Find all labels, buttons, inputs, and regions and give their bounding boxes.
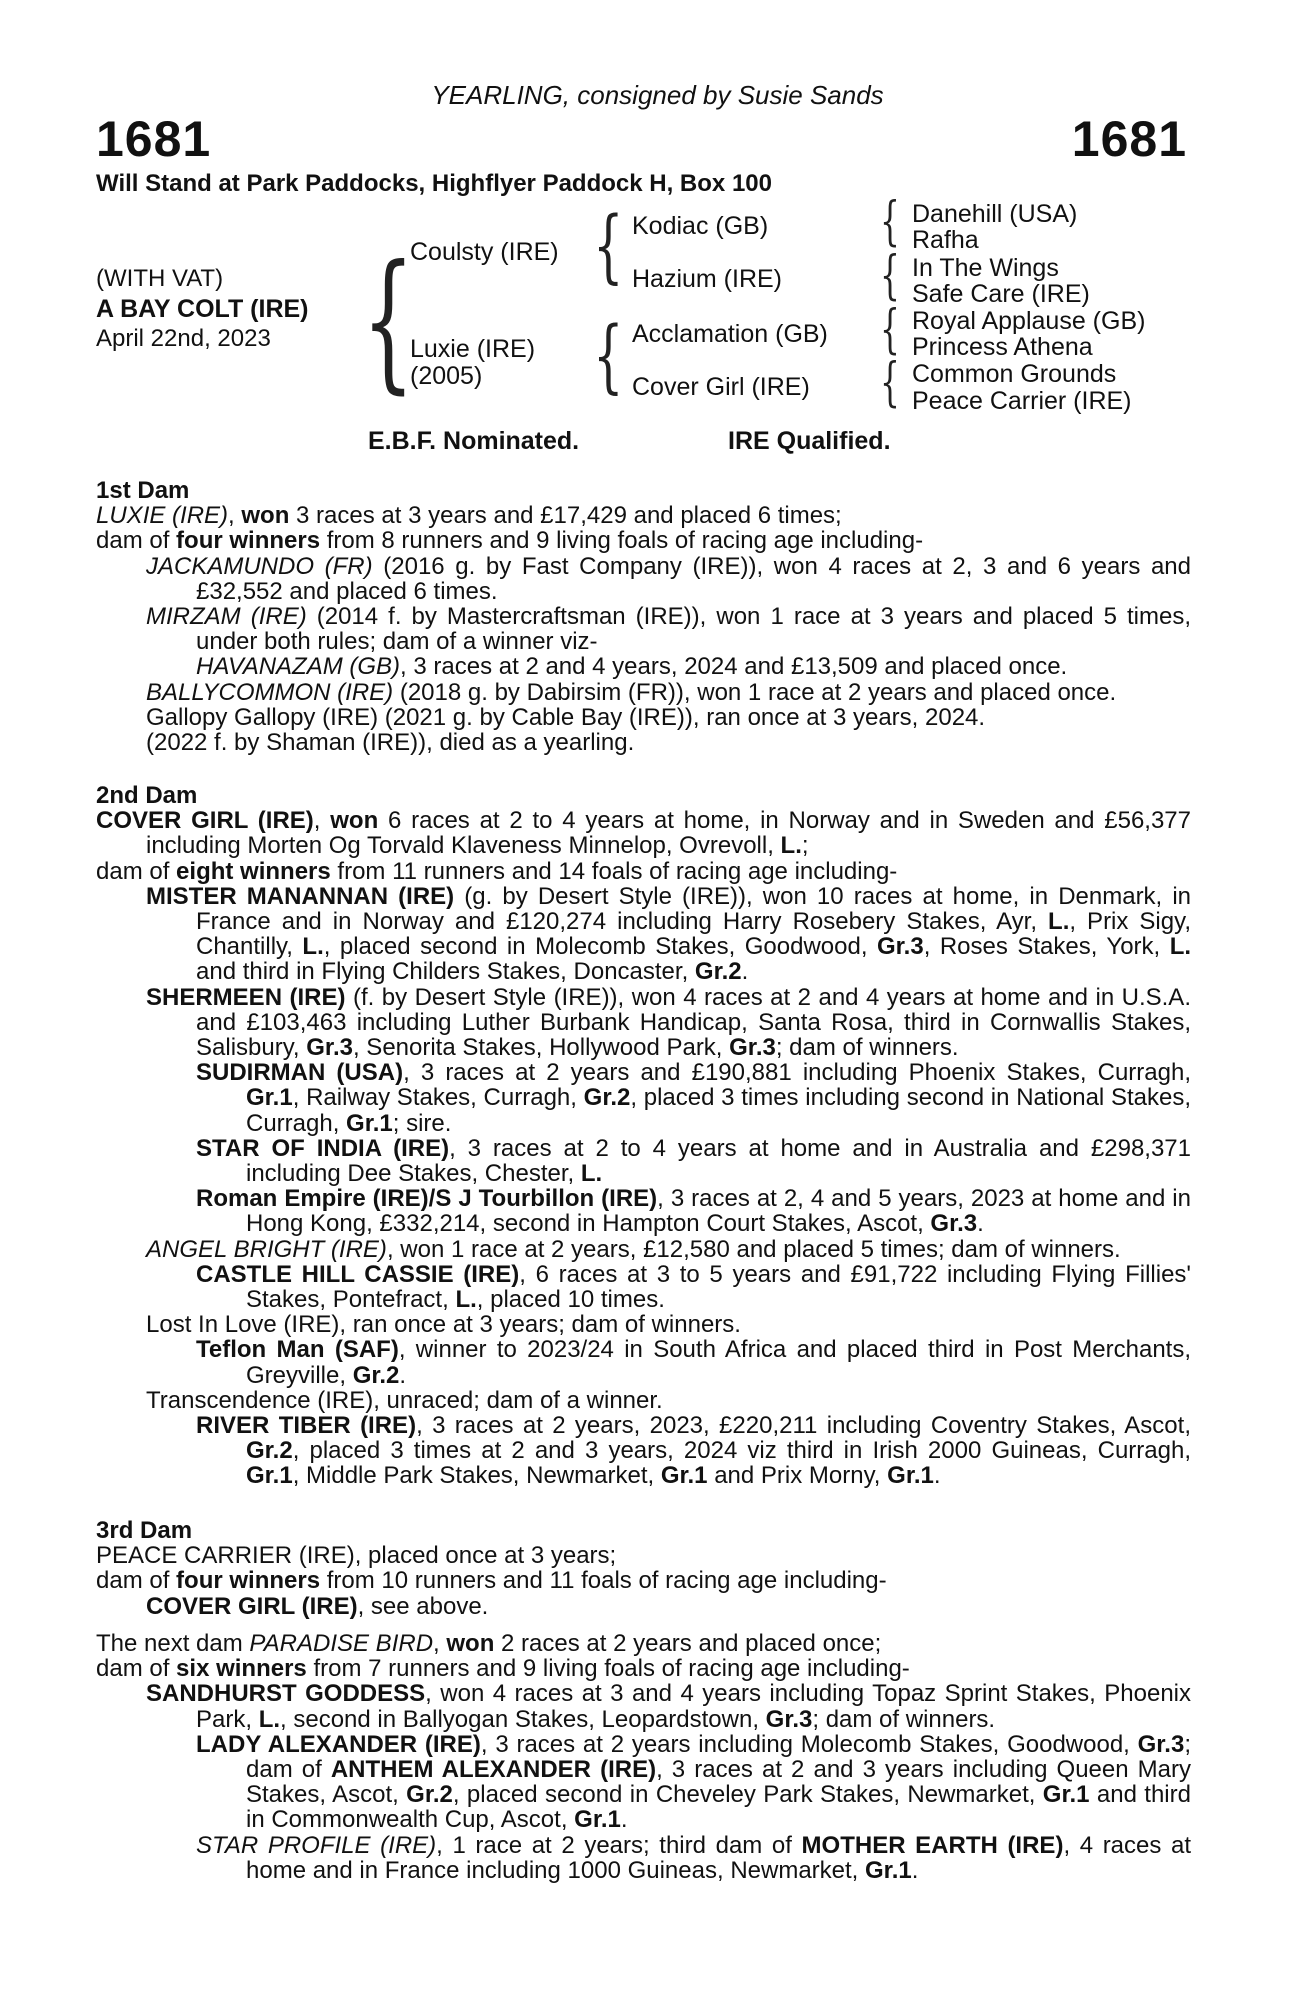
- dam-line: COVER GIRL (IRE), won 6 races at 2 to 4 years at home, in Norway and in Sweden and £56,377 including Morten Og Torvald Klaveness Minnelop, Ovrevoll, L.;: [96, 807, 1192, 860]
- second-dam-section: [96, 783, 1191, 1489]
- brace-ds: {: [880, 300, 900, 360]
- vat-label: (WITH VAT): [96, 265, 224, 292]
- pedigree-sire-sire: Kodiac (GB): [632, 212, 769, 240]
- produce-entry: Roman Empire (IRE)/S J Tourbillon (IRE), 3 races at 2, 4 and 5 years, 2023 at home and in Hong Kong, £332,214, second in Hampton Court Stakes, Ascot, Gr.3.: [196, 1185, 1191, 1238]
- dam-line: PEACE CARRIER (IRE), placed once at 3 years;: [96, 1542, 617, 1570]
- dam-line: The next dam PARADISE BIRD, won 2 races at 2 years and placed once;: [96, 1630, 882, 1657]
- third-dam-heading: 3rd Dam: [96, 1517, 193, 1544]
- produce-entry: (2022 f. by Shaman (IRE)), died as a yearling.: [146, 729, 635, 757]
- produce-entry: Gallopy Gallopy (IRE) (2021 g. by Cable Bay (IRE)), ran once at 3 years, 2024.: [146, 703, 986, 731]
- pedigree-dds: Common Grounds: [912, 360, 1117, 388]
- produce-entry: RIVER TIBER (IRE), 3 races at 2 years, 2023, £220,211 including Coventry Stakes, Ascot, Gr.2, placed 3 times at 2 and 3 years, 2024 viz third in Irish 2000 Guineas, Curragh, Gr.1, Middle Park Stakes, Newmarket, Gr.1 and Prix Morny, Gr.1.: [196, 1412, 1191, 1490]
- ebf-note: E.B.F. Nominated.: [368, 427, 580, 455]
- pedigree-dam: Luxie (IRE): [410, 335, 536, 363]
- dam-produce-summary: dam of eight winners from 11 runners and 14 foals of racing age including-: [96, 857, 898, 885]
- subject-block: [96, 264, 309, 354]
- produce-entry: JACKAMUNDO (FR) (2016 g. by Fast Company (IRE)), won 4 races at 2, 3 and 6 years and £32,552 and placed 6 times.: [146, 552, 1192, 605]
- pedigree-sss: Danehill (USA): [912, 200, 1078, 228]
- produce-entry: SHERMEEN (IRE) (f. by Desert Style (IRE)), won 4 races at 2 and 4 years at home and in U.S.A. and £103,463 including Luther Burbank Handicap, Santa Rosa, third in Cornwallis Stakes, Salisbury, Gr.3, Senorita Stakes, Hollywood Park, Gr.3; dam of winners.: [146, 983, 1191, 1062]
- stand-location: Will Stand at Park Paddocks, Highflyer Paddock H, Box 100: [96, 170, 772, 197]
- produce-entry: STAR OF INDIA (IRE), 3 races at 2 to 4 years at home and in Australia and £298,371 including Dee Stakes, Chester, L.: [196, 1134, 1192, 1188]
- dam-produce-summary: dam of six winners from 7 runners and 9 living foals of racing age including-: [96, 1655, 910, 1683]
- produce-entry: LADY ALEXANDER (IRE), 3 races at 2 years including Molecomb Stakes, Goodwood, Gr.3; dam of ANTHEM ALEXANDER (IRE), 3 races at 2 and 3 years including Queen Mary Stakes, Ascot, Gr.2, placed second in Cheveley Park Stakes, Newmarket, Gr.1 and third in Commonwealth Cup, Ascot, Gr.1.: [196, 1730, 1192, 1834]
- produce-entry: MIRZAM (IRE) (2014 f. by Mastercraftsman (IRE)), won 1 race at 3 years and placed 5 times, under both rules; dam of a winner viz-: [146, 603, 1191, 656]
- foaling-date: April 22nd, 2023: [96, 325, 271, 352]
- produce-entry: Transcendence (IRE), unraced; dam of a winner.: [146, 1386, 663, 1414]
- produce-entry: BALLYCOMMON (IRE) (2018 g. by Dabirsim (FR)), won 1 race at 2 years and placed once.: [146, 678, 1117, 706]
- pedigree-dam-sire: Acclamation (GB): [632, 320, 828, 348]
- first-dam-heading: 1st Dam: [96, 477, 190, 504]
- brace-dam: {: [593, 309, 624, 402]
- pedigree-sire: Coulsty (IRE): [410, 238, 559, 266]
- pedigree-ssd: Rafha: [912, 226, 979, 254]
- next-dam-section: [96, 1631, 1191, 1883]
- produce-entry: MISTER MANANNAN (IRE) (g. by Desert Style (IRE)), won 10 races at home, in Denmark, in France and in Norway and £120,274 including Harry Rosebery Stakes, Ayr, L., Prix Sigy, Chantilly, L., placed second in Molecomb Stakes, Goodwood, Gr.3, Roses Stakes, York, L. and third in Flying Childers Stakes, Doncaster, Gr.2.: [146, 882, 1192, 986]
- pedigree-dsd: Princess Athena: [912, 333, 1093, 361]
- brace-dd: {: [880, 353, 900, 413]
- dam-produce-summary: dam of four winners from 8 runners and 9 living foals of racing age including-: [96, 527, 924, 555]
- pedigree-sdd: Safe Care (IRE): [912, 280, 1090, 308]
- produce-entry: COVER GIRL (IRE), see above.: [146, 1592, 489, 1620]
- brace-sire: {: [593, 199, 624, 292]
- pedigree-sds: In The Wings: [912, 254, 1059, 282]
- brace-ss: {: [880, 192, 900, 252]
- third-dam-section: [96, 1518, 1191, 1619]
- ire-note: IRE Qualified.: [728, 427, 891, 455]
- produce-entry: ANGEL BRIGHT (IRE), won 1 race at 2 years, £12,580 and placed 5 times; dam of winners.: [146, 1235, 1121, 1263]
- consignment-header: YEARLING, consigned by Susie Sands: [431, 80, 884, 110]
- dam-produce-summary: dam of four winners from 10 runners and 11 foals of racing age including-: [96, 1567, 887, 1595]
- brace-sd: {: [880, 246, 900, 306]
- pedigree-ddd: Peace Carrier (IRE): [912, 387, 1132, 415]
- produce-entry: Teflon Man (SAF), winner to 2023/24 in South Africa and placed third in Post Merchants, Greyville, Gr.2.: [196, 1336, 1191, 1389]
- first-dam-section: [96, 478, 1191, 755]
- produce-entry: SANDHURST GODDESS, won 4 races at 3 and 4 years including Topaz Sprint Stakes, Phoenix Park, L., second in Ballyogan Stakes, Leopardstown, Gr.3; dam of winners.: [146, 1680, 1192, 1733]
- brace-subject: {: [362, 234, 415, 408]
- produce-entry: Lost In Love (IRE), ran once at 3 years; dam of winners.: [146, 1311, 741, 1339]
- produce-entry: HAVANAZAM (GB), 3 races at 2 and 4 years, 2024 and £13,509 and placed once.: [196, 653, 1068, 681]
- pedigree-dss: Royal Applause (GB): [912, 307, 1146, 335]
- dam-name: LUXIE (IRE): [96, 502, 229, 530]
- lot-number-right: 1681: [1071, 111, 1187, 167]
- pedigree-sire-dam: Hazium (IRE): [632, 265, 783, 293]
- produce-entry: SUDIRMAN (USA), 3 races at 2 years and £190,881 including Phoenix Stakes, Curragh, Gr.1, Railway Stakes, Curragh, Gr.2, placed 3 times including second in National Stakes, Curragh, Gr.1; sire.: [196, 1059, 1192, 1137]
- produce-entry: CASTLE HILL CASSIE (IRE), 6 races at 3 to 5 years and £91,722 including Flying Fillies' Stakes, Pontefract, L., placed 10 times.: [196, 1260, 1191, 1314]
- pedigree-dam-year: (2005): [410, 362, 483, 390]
- pedigree-dam-dam: Cover Girl (IRE): [632, 373, 810, 401]
- lot-number-left: 1681: [96, 111, 212, 167]
- second-dam-heading: 2nd Dam: [96, 782, 198, 809]
- produce-entry: STAR PROFILE (IRE), 1 race at 2 years; third dam of MOTHER EARTH (IRE), 4 races at home and in France including 1000 Guineas, Newmarket, Gr.1.: [196, 1831, 1192, 1884]
- dam-line: LUXIE (IRE), won 3 races at 3 years and £17,429 and placed 6 times;: [96, 502, 842, 530]
- horse-name: A BAY COLT (IRE): [96, 295, 309, 323]
